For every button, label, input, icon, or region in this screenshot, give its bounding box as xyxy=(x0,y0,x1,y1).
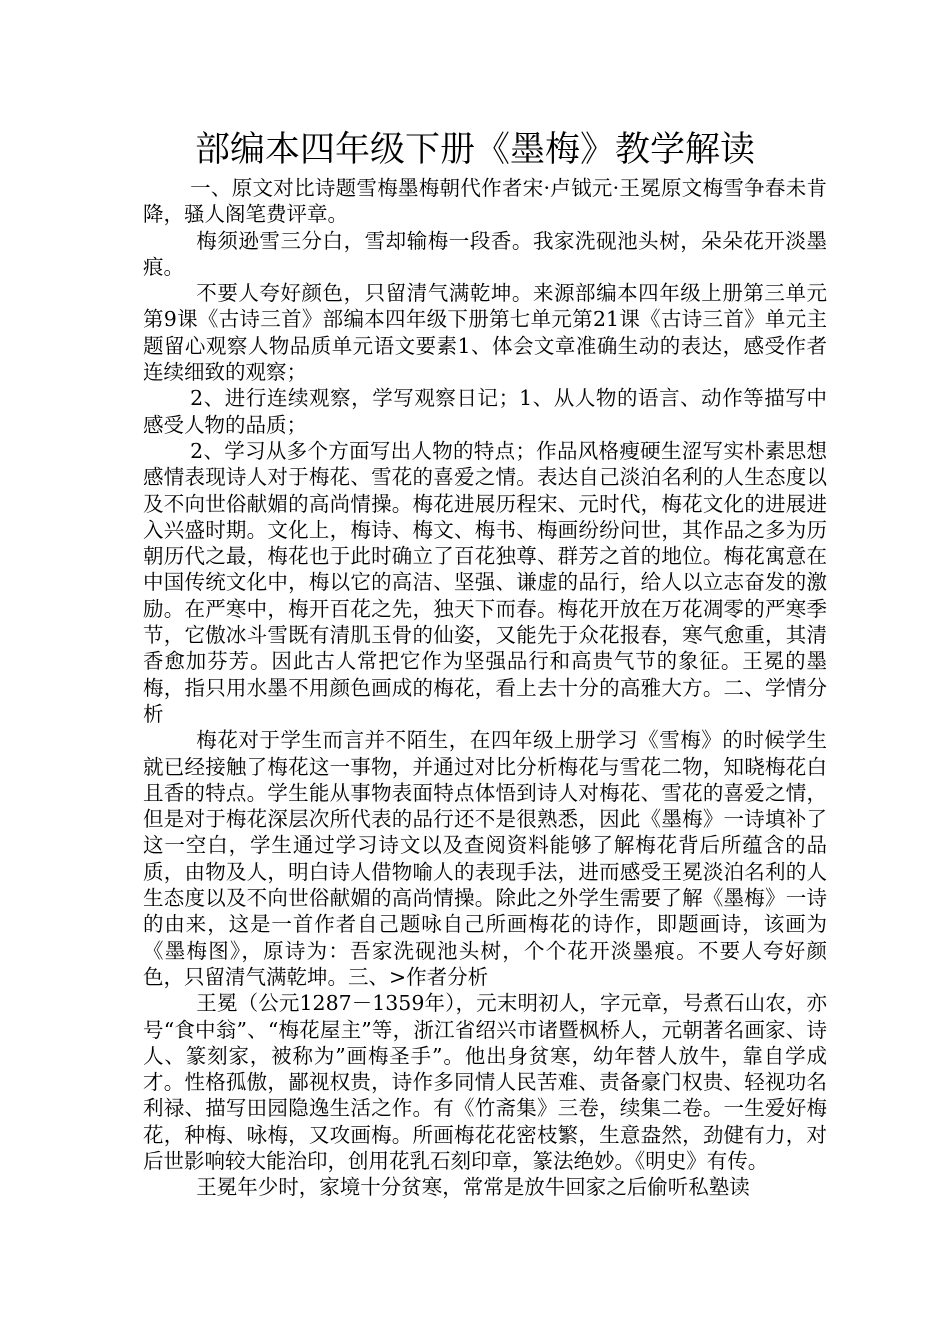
document-body xyxy=(143,175,827,1201)
paragraph: 不要人夸好颜色，只留清气满乾坤。来源部编本四年级上册第三单元第9课《古诗三首》部编本四年级下册第七单元第21课《古诗三首》单元主题留心观察人物品质单元语文要素1、体会文章准确生动的表达，感受作者连续细致的观察； xyxy=(143,281,827,385)
paragraph: 一、原文对比诗题雪梅墨梅朝代作者宋·卢钺元·王冕原文梅雪争春未肯降，骚人阁笔费评章。 xyxy=(143,176,827,227)
document-title: 部编本四年级下册《墨梅》教学解读 xyxy=(194,130,755,170)
paragraph: 王冕年少时，家境十分贫寒，常常是放牛回家之后偷听私塾读 xyxy=(196,1175,750,1200)
paragraph: 2、学习从多个方面写出人物的特点；作品风格瘦硬生涩写实朴素思想感情表现诗人对于梅花、雪花的喜爱之情。表达自己淡泊名利的人生态度以及不向世俗献媚的高尚情操。梅花进展历程宋、元时代，梅花文化的进展进入兴盛时期。文化上，梅诗、梅文、梅书、梅画纷纷问世，其作品之多为历朝历代之最，梅花也于此时确立了百花独尊、群芳之首的地位。梅花寓意在中国传统文化中，梅以它的高洁、坚强、谦虚的品行，给人以立志奋发的激励。在严寒中，梅开百花之先，独天下而春。梅花开放在万花凋零的严寒季节，它傲冰斗雪既有清肌玉骨的仙姿，又能先于众花报春，寒气愈重，其清香愈加芬芳。因此古人常把它作为坚强品行和高贵气节的象征。王冕的墨梅，指只用水墨不用颜色画成的梅花，看上去十分的高雅大方。二、学情分析 xyxy=(143,438,827,726)
paragraph: 2、进行连续观察，学写观察日记；1、从人物的语言、动作等描写中感受人物的品质； xyxy=(143,386,827,437)
paragraph: 梅须逊雪三分白，雪却输梅一段香。我家洗砚池头树，朵朵花开淡墨痕。 xyxy=(143,228,827,279)
paragraph: 王冕（公元1287－1359年），元末明初人，字元章，号煮石山农，亦号“食中翁”、“梅花屋主”等，浙江省绍兴市诸暨枫桥人，元朝著名画家、诗人、篆刻家，被称为”画梅圣手”。他出身贫寒，幼年替人放牛，靠自学成才。性格孤傲，鄙视权贵，诗作多同情人民苦难、责备豪门权贵、轻视功名利禄、描写田园隐逸生活之作。有《竹斋集》三卷，续集二卷。一生爱好梅花，种梅、咏梅，又攻画梅。所画梅花花密枝繁，生意盎然，劲健有力，对后世影响较大能治印，创用花乳石刻印章，篆法绝妙。《明史》有传。 xyxy=(143,991,827,1173)
paragraph: 梅花对于学生而言并不陌生，在四年级上册学习《雪梅》的时候学生就已经接触了梅花这一事物，并通过对比分析梅花与雪花二物，知晓梅花白且香的特点。学生能从事物表面特点体悟到诗人对梅花、雪花的喜爱之情，但是对于梅花深层次所代表的品行还不是很熟悉，因此《墨梅》一诗填补了这一空白，学生通过学习诗文以及查阅资料能够了解梅花背后所蕴含的品质，由物及人，明白诗人借物喻人的表现手法，进而感受王冕淡泊名利的人生态度以及不向世俗献媚的高尚情操。除此之外学生需要了解《墨梅》一诗的由来，这是一首作者自己题咏自己所画梅花的诗作，即题画诗，该画为《墨梅图》，原诗为：吾家洗砚池头树，个个花开淡墨痕。不要人夸好颜色，只留清气满乾坤。三、>作者分析 xyxy=(143,728,827,989)
